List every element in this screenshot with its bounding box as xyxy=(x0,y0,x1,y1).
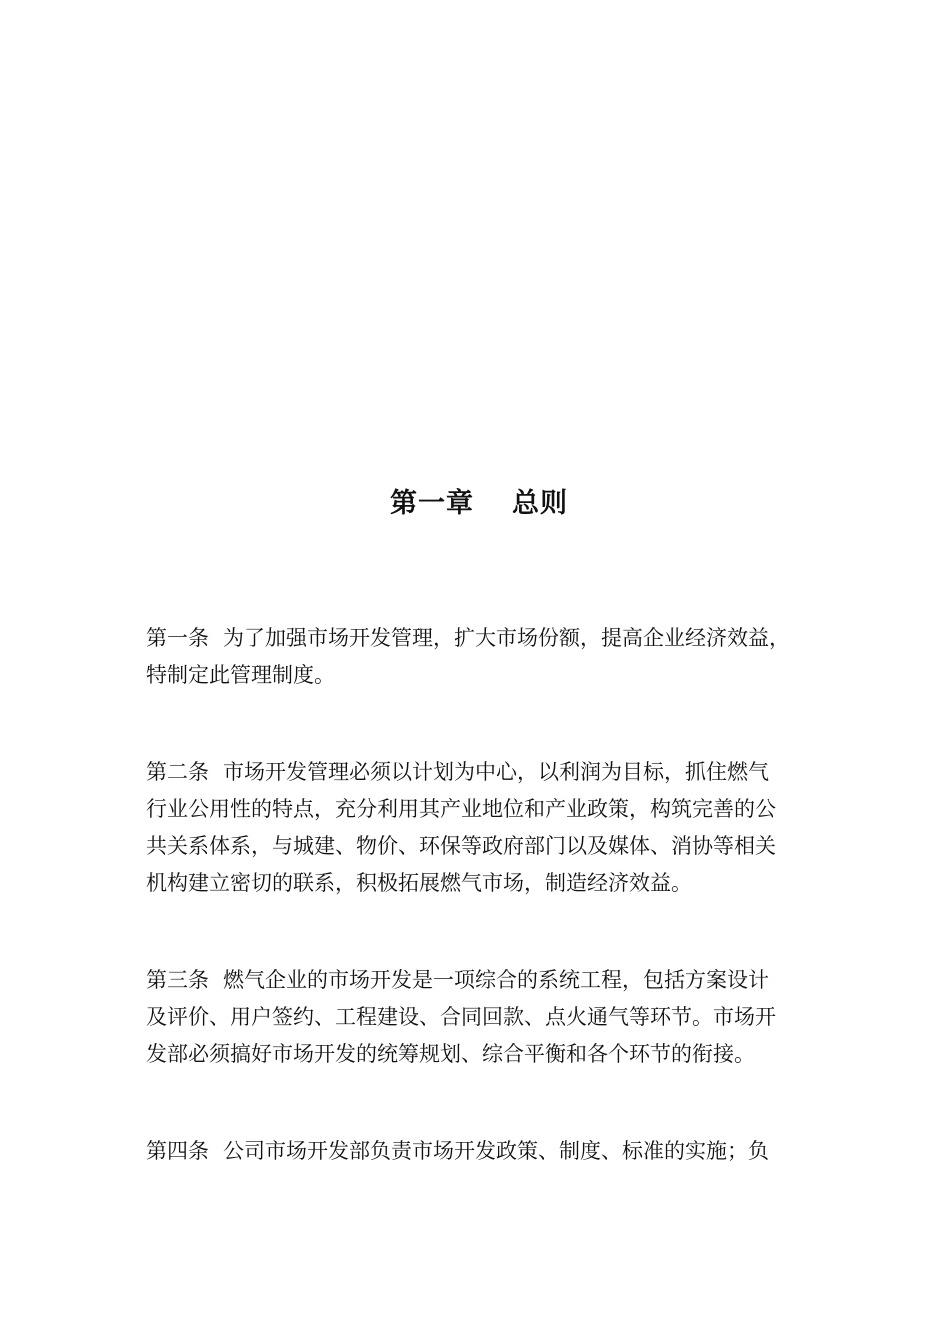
article-text: 燃气企业的市场开发是一项综合的系统工程，包括方案设计 xyxy=(223,968,769,992)
article-line xyxy=(146,1133,846,1170)
article-line: 行业公用性的特点，充分利用其产业地位和产业政策，构筑完善的公 xyxy=(146,797,776,821)
article-line: 发部必须搞好市场开发的统筹规划、综合平衡和各个环节的衔接。 xyxy=(146,1042,755,1066)
article-1 xyxy=(146,620,846,694)
article-3 xyxy=(146,962,846,1073)
chapter-title: 总则 xyxy=(512,488,568,519)
article-label: 第三条 xyxy=(146,968,209,992)
article-4 xyxy=(146,1133,846,1170)
article-text: 公司市场开发部负责市场开发政策、制度、标准的实施；负 xyxy=(223,1139,769,1163)
article-label: 第一条 xyxy=(146,626,209,650)
document-body xyxy=(146,620,846,1230)
article-line xyxy=(146,962,846,999)
article-text: 市场开发管理必须以计划为中心，以利润为目标，抓住燃气 xyxy=(223,760,769,784)
article-line xyxy=(146,754,846,791)
article-line: 共关系体系，与城建、物价、环保等政府部门以及媒体、消协等相关 xyxy=(146,834,776,858)
article-label: 第二条 xyxy=(146,760,209,784)
chapter-heading xyxy=(0,484,950,524)
article-label: 第四条 xyxy=(146,1139,209,1163)
chapter-number: 第一章 xyxy=(390,488,474,519)
article-2 xyxy=(146,754,846,902)
article-line: 机构建立密切的联系，积极拓展燃气市场，制造经济效益。 xyxy=(146,871,692,895)
article-line: 及评价、用户签约、工程建设、合同回款、点火通气等环节。市场开 xyxy=(146,1005,776,1029)
article-text: 为了加强市场开发管理，扩大市场份额，提高企业经济效益， xyxy=(223,626,790,650)
article-line xyxy=(146,620,846,657)
article-line: 特制定此管理制度。 xyxy=(146,663,335,687)
